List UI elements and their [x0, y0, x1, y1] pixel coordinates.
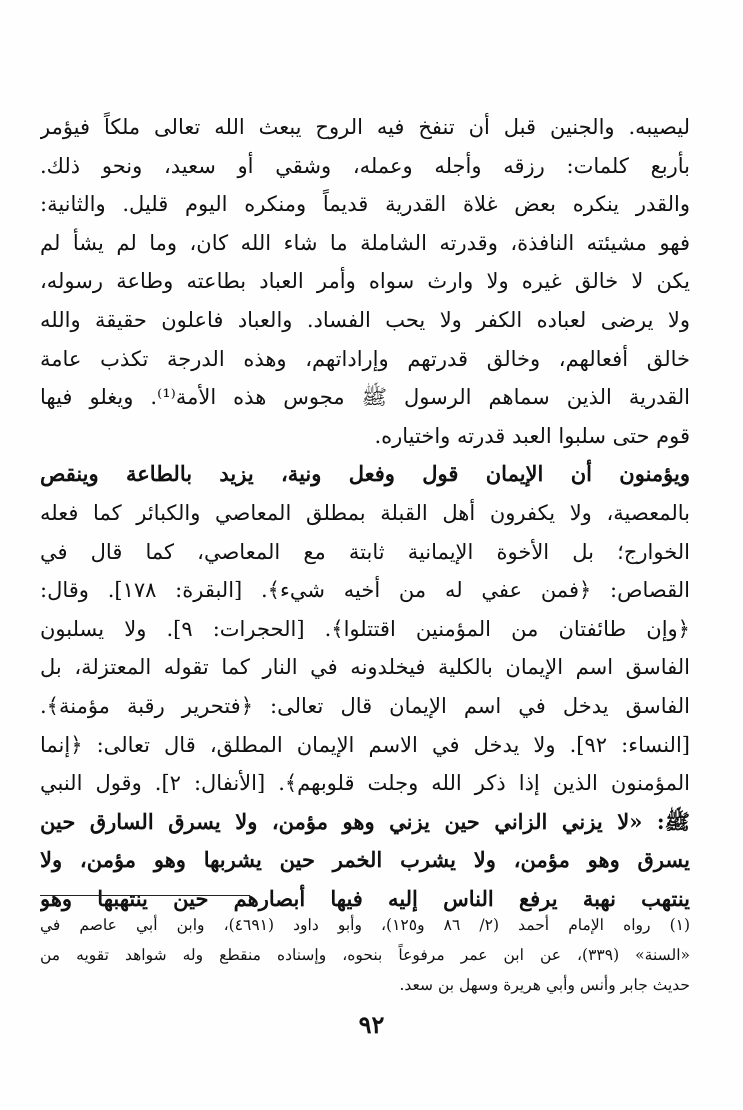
text-line: خالق أفعالهم، وخالق قدرتهم وإراداتهم، وهذه الدرجة تكذب عامة — [40, 346, 690, 371]
text-line: الفاسق يدخل في اسم الإيمان قال تعالى: ﴿فتحرير رقبة مؤمنة﴾. — [40, 693, 690, 718]
footnote-line: (١) رواه الإمام أحمد (٢/ ٨٦ و١٢٥)، وأبو داود (٤٦٩١)، وابن أبي عاصم في — [40, 916, 690, 934]
text-line: الخوارج؛ بل الأخوة الإيمانية ثابتة مع المعاصي، كما قال في — [40, 539, 690, 564]
text-line: ليصيبه. والجنين قبل أن تنفخ فيه الروح يبعث الله تعالى ملكاً فيؤمر — [40, 115, 690, 139]
text-line: الفاسق اسم الإيمان بالكلية فيخلدونه في النار كما تقوله المعتزلة، بل — [40, 655, 690, 680]
text-line: ﴿وإن طائفتان من المؤمنين اقتتلوا﴾. [الحجرات: ٩]. ولا يسلبون — [40, 616, 690, 641]
footnote-line: «السنة» (٣٣٩)، عن ابن عمر مرفوعاً بنحوه، وإسناده منقطع وله شواهد تقويه من — [40, 946, 690, 964]
body-text — [40, 108, 690, 918]
text-line: فهو مشيئته النافذة، وقدرته الشاملة ما شاء الله كان، وما لم يشأ لم — [40, 230, 690, 255]
text-line: بالمعصية، ولا يكفرون أهل القبلة بمطلق المعاصي والكبائر كما فعله — [40, 500, 690, 525]
text-line: ﷺ: «لا يزني الزاني حين يزني وهو مؤمن، ولا يسرق السارق حين — [40, 808, 690, 834]
text-line: القدرية الذين سماهم الرسول ﷺ مجوس هذه الأمة⁽¹⁾. ويغلو فيها — [40, 385, 690, 410]
footnote-line: حديث جابر وأنس وأبي هريرة وسهل بن سعد. — [399, 976, 690, 994]
text-line: بأربع كلمات: رزقه وأجله وعمله، وشقي أو سعيد، ونحو ذلك. — [40, 153, 690, 178]
page-number: ٩٢ — [358, 1010, 385, 1039]
text-line: المؤمنون الذين إذا ذكر الله وجلت قلوبهم﴾. [الأنفال: ٢]. وقول النبي — [40, 771, 690, 796]
text-line: ينتهب نهبة يرفع الناس إليه فيها أبصارهم حين ينتهبها وهو — [40, 885, 690, 911]
text-line: ولا يرضى لعباده الكفر ولا يحب الفساد. والعباد فاعلون حقيقة والله — [40, 307, 690, 332]
text-line: ويؤمنون أن الإيمان قول وفعل ونية، يزيد بالطاعة وينقص — [40, 461, 690, 487]
text-line: قوم حتى سلبوا العبد قدرته واختياره. — [374, 423, 690, 448]
text-line: يسرق وهو مؤمن، ولا يشرب الخمر حين يشربها وهو مؤمن، ولا — [40, 847, 690, 873]
footnote-divider — [40, 895, 250, 896]
text-line: القصاص: ﴿فمن عفي له من أخيه شيء﴾. [البقرة: ١٧٨]. وقال: — [40, 578, 690, 603]
text-line: يكن لا خالق غيره ولا وارث سواه وأمر العباد بطاعته وطاعة رسوله، — [40, 269, 690, 294]
text-line: [النساء: ٩٢]. ولا يدخل في الاسم الإيمان المطلق، قال تعالى: ﴿إنما — [40, 732, 690, 757]
footnote — [40, 910, 690, 1000]
text-line: والقدر ينكره بعض غلاة القدرية قديماً ومنكره اليوم قليل. والثانية: — [40, 192, 690, 217]
